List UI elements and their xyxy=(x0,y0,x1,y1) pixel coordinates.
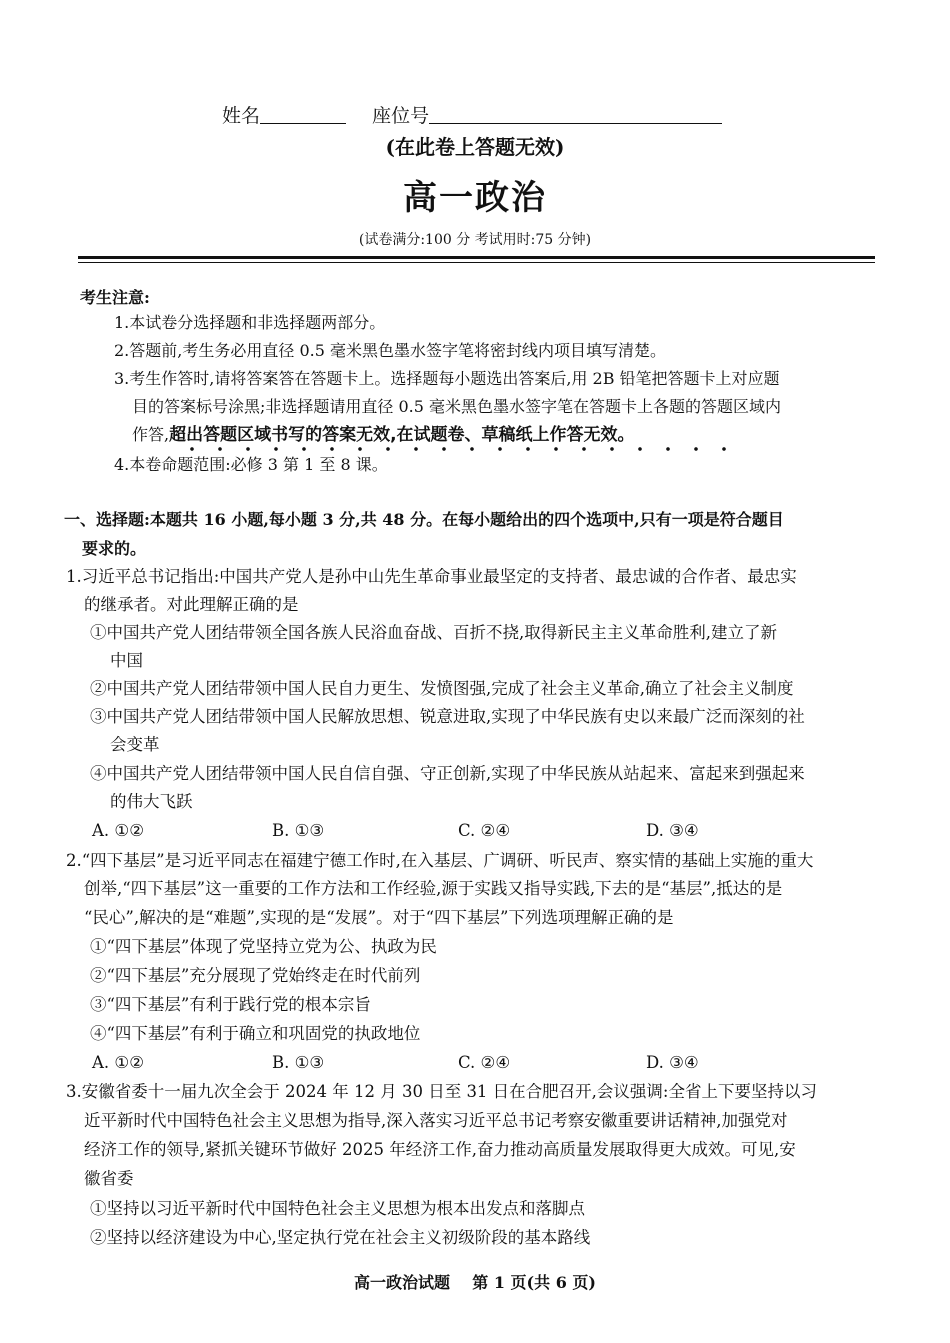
name-label: 姓名 xyxy=(222,105,261,127)
option-c: C. ②④ xyxy=(458,821,511,840)
question-item: ③中国共产党人团结带领中国人民解放思想、锐意进取,实现了中华民族有史以来最广泛而深刻的社 xyxy=(90,707,805,726)
question-stem: “民心”,解决的是“难题”,实现的是“发展”。对于“四下基层”下列选项理解正确的是 xyxy=(84,908,674,927)
option-c: C. ②④ xyxy=(458,1053,511,1072)
question-item: ①中国共产党人团结带领全国各族人民浴血奋战、百折不挠,取得新民主主义革命胜利,建立了新 xyxy=(90,623,777,642)
seat-blank xyxy=(429,105,722,124)
question-stem: 经济工作的领导,紧抓关键环节做好 2025 年经济工作,奋力推动高质量发展取得更大成效。可见,安 xyxy=(84,1140,796,1159)
question-item: ②“四下基层”充分展现了党始终走在时代前列 xyxy=(90,966,421,985)
exam-info: (试卷满分:100 分 考试用时:75 分钟) xyxy=(358,232,592,248)
question-item: ③“四下基层”有利于践行党的根本宗旨 xyxy=(90,995,371,1014)
question-stem: 3.安徽省委十一届九次全会于 2024 年 12 月 30 日至 31 日在合肥召开,会议强调:全省上下要坚持以习 xyxy=(66,1082,817,1101)
name-seat-row xyxy=(222,101,722,128)
page-footer: 高一政治试题 第 1 页(共 6 页) xyxy=(354,1273,596,1292)
question-stem: 2.“四下基层”是习近平同志在福建宁德工作时,在入基层、广调研、听民声、察实情的基础上实施的重大 xyxy=(66,851,814,870)
emphasis-dots xyxy=(178,446,738,452)
option-a: A. ①② xyxy=(92,821,144,840)
notice-item: 作答,超出答题区域书写的答案无效,在试题卷、草稿纸上作答无效。 xyxy=(132,425,635,445)
question-item: ②坚持以经济建设为中心,坚定执行党在社会主义初级阶段的基本路线 xyxy=(90,1228,591,1247)
option-a: A. ①② xyxy=(92,1053,144,1072)
option-d: D. ③④ xyxy=(646,1053,699,1072)
question-stem: 1.习近平总书记指出:中国共产党人是孙中山先生革命事业最坚定的支持者、最忠诚的合作者、最忠实 xyxy=(66,567,797,586)
option-b: B. ①③ xyxy=(272,821,325,840)
notice-item: 1.本试卷分选择题和非选择题两部分。 xyxy=(114,313,386,332)
question-item: ①“四下基层”体现了党坚持立党为公、执政为民 xyxy=(90,937,437,956)
invalid-note: (在此卷上答题无效) xyxy=(385,135,565,159)
notice-title: 考生注意: xyxy=(80,288,150,307)
question-stem: 的继承者。对此理解正确的是 xyxy=(84,595,299,614)
notice-item: 4.本卷命题范围:必修 3 第 1 至 8 课。 xyxy=(114,455,388,474)
name-blank xyxy=(260,105,346,124)
notice-item: 目的答案标号涂黑;非选择题请用直径 0.5 毫米黑色墨水签字笔在答题卡上各题的答题区域内 xyxy=(132,397,782,416)
question-item: 的伟大飞跃 xyxy=(110,792,193,811)
header-rule xyxy=(78,256,875,259)
question-stem: 创举,“四下基层”这一重要的工作方法和工作经验,源于实践又指导实践,下去的是“基层”,抵达的是 xyxy=(84,879,783,898)
seat-label: 座位号 xyxy=(372,105,430,127)
option-b: B. ①③ xyxy=(272,1053,325,1072)
question-item: ②中国共产党人团结带领中国人民自力更生、发愤图强,完成了社会主义革命,确立了社会主义制度 xyxy=(90,679,794,698)
question-item: ①坚持以习近平新时代中国特色社会主义思想为根本出发点和落脚点 xyxy=(90,1199,585,1218)
question-stem: 近平新时代中国特色社会主义思想为指导,深入落实习近平总书记考察安徽重要讲话精神,加强党对 xyxy=(84,1111,788,1130)
header-rule-thin xyxy=(78,262,875,263)
question-item: 会变革 xyxy=(110,735,160,754)
question-item: ④中国共产党人团结带领中国人民自信自强、守正创新,实现了中华民族从站起来、富起来到强起来 xyxy=(90,764,805,783)
notice-emphasis: 超出答题区域书写的答案无效,在试题卷、草稿纸上作答无效。 xyxy=(169,425,635,445)
question-stem: 徽省委 xyxy=(84,1169,134,1188)
notice-item: 2.答题前,考生务必用直径 0.5 毫米黑色墨水签字笔将密封线内项目填写清楚。 xyxy=(114,341,666,360)
question-item: ④“四下基层”有利于确立和巩固党的执政地位 xyxy=(90,1024,421,1043)
paper-title: 高一政治 xyxy=(403,178,547,218)
notice-item: 3.考生作答时,请将答案答在答题卡上。选择题每小题选出答案后,用 2B 铅笔把答题卡上对应题 xyxy=(114,369,780,388)
option-d: D. ③④ xyxy=(646,821,699,840)
question-item: 中国 xyxy=(110,651,143,670)
section-heading: 一、选择题:本题共 16 小题,每小题 3 分,共 48 分。在每小题给出的四个选项中,只有一项是符合题目 要求的。 xyxy=(64,510,784,558)
